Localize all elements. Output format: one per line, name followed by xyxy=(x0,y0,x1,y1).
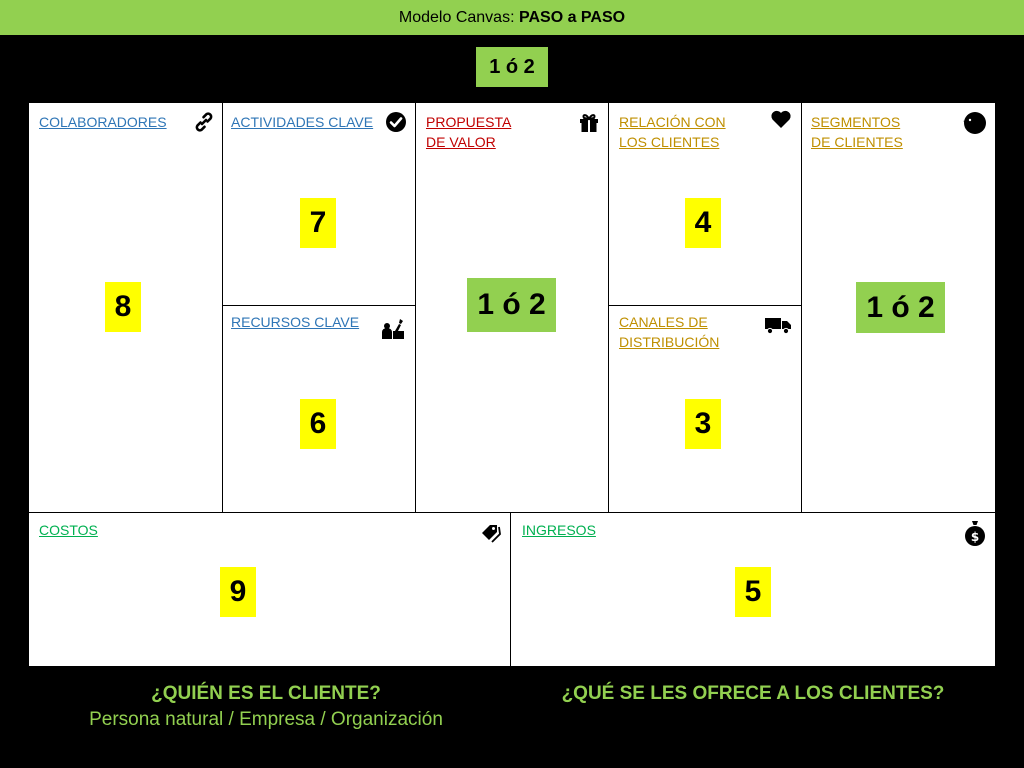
check-circle-icon xyxy=(384,110,408,134)
step-propuesta-de-valor: 1 ó 2 xyxy=(467,278,556,332)
step-costos: 9 xyxy=(220,567,256,617)
step-colaboradores: 8 xyxy=(105,282,141,332)
person-head-icon xyxy=(961,110,987,136)
footer-right xyxy=(510,683,996,705)
step-segmentos-clientes: 1 ó 2 xyxy=(856,282,945,333)
title-bold: PASO a PASO xyxy=(518,8,626,26)
link-icon xyxy=(192,110,216,134)
footer-left-subtitle: Persona natural / Empresa / Organización xyxy=(89,709,443,730)
step-canales-distribucion: 3 xyxy=(685,399,721,449)
label-costos: COSTOS xyxy=(39,522,98,538)
step-actividades-clave: 7 xyxy=(300,198,336,248)
top-step-badge: 1 ó 2 xyxy=(476,47,548,87)
block-costos xyxy=(28,512,511,667)
worker-icon xyxy=(380,315,406,341)
label-recursos-clave: RECURSOS CLAVE xyxy=(231,314,360,330)
heart-icon xyxy=(769,107,793,131)
price-tag-icon xyxy=(479,520,503,544)
label-canales-distribucion: CANALES DE DISTRIBUCIÓN xyxy=(619,314,720,350)
step-recursos-clave: 6 xyxy=(300,399,336,449)
label-actividades-clave: ACTIVIDADES CLAVE xyxy=(231,114,374,130)
step-ingresos: 5 xyxy=(735,567,771,617)
label-relacion-clientes: RELACIÓN CON LOS CLIENTES xyxy=(619,114,726,150)
step-relacion-clientes: 4 xyxy=(685,198,721,248)
title-prefix: Modelo Canvas: xyxy=(398,8,515,26)
footer-right-question: ¿QUÉ SE LES OFRECE A LOS CLIENTES? xyxy=(561,683,945,704)
gift-icon xyxy=(577,110,601,134)
label-segmentos-clientes: SEGMENTOS DE CLIENTES xyxy=(811,114,903,150)
label-propuesta-de-valor: PROPUESTA DE VALOR xyxy=(426,114,512,150)
business-model-canvas xyxy=(28,102,996,667)
svg-text:$: $ xyxy=(970,530,980,544)
label-ingresos: INGRESOS xyxy=(522,522,596,538)
footer-left xyxy=(0,683,532,731)
label-colaboradores: COLABORADORES xyxy=(39,114,167,130)
truck-icon xyxy=(764,313,792,337)
money-bag-icon xyxy=(963,519,987,547)
title-bar xyxy=(0,0,1024,35)
footer-left-question: ¿QUIÉN ES EL CLIENTE? xyxy=(151,683,381,704)
